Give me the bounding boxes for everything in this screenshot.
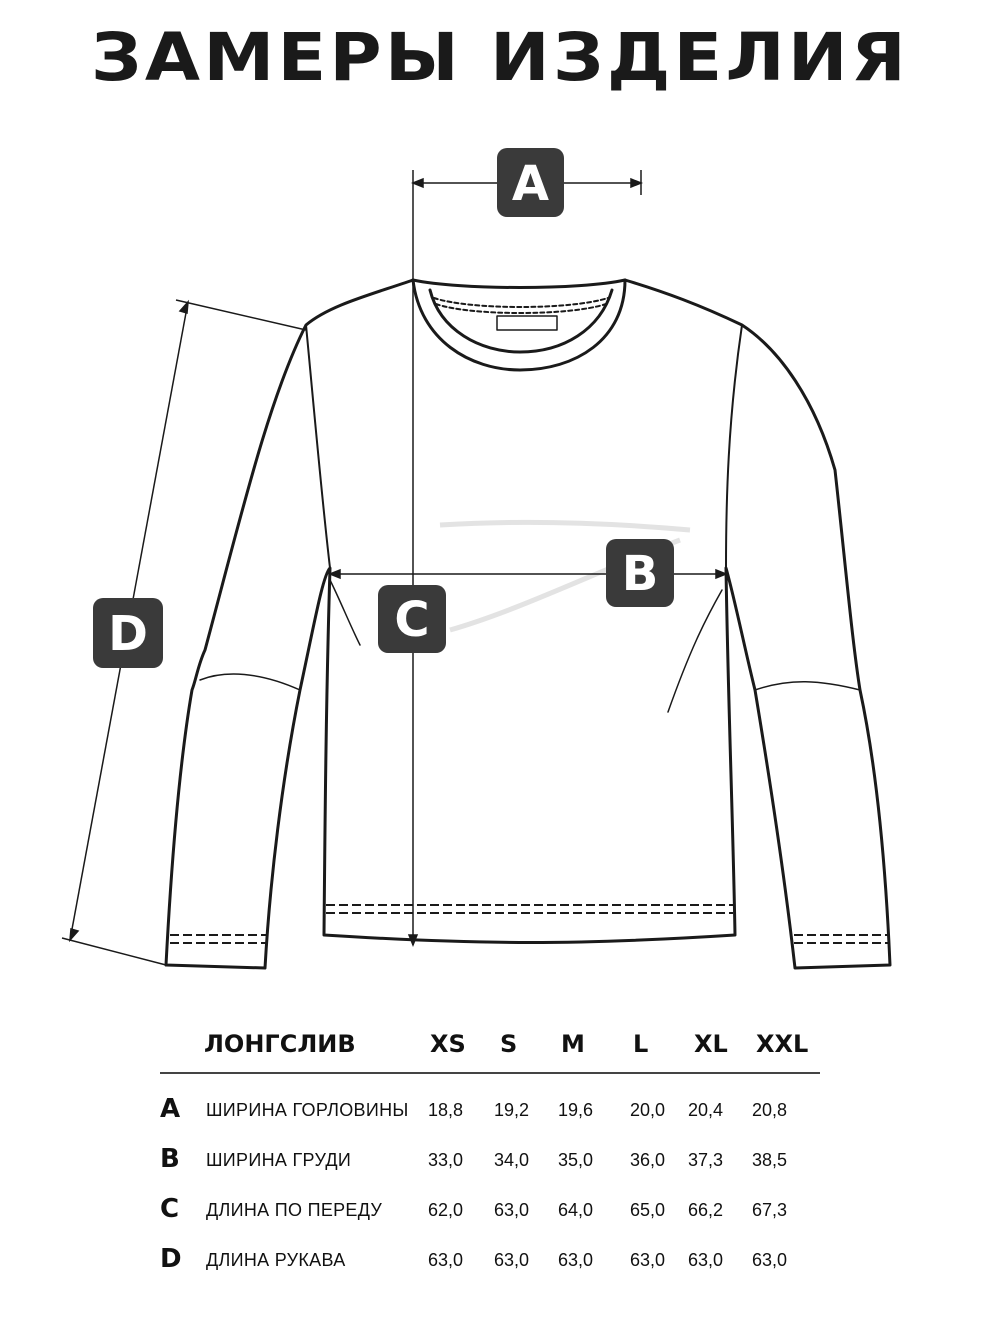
table-row [160, 1236, 820, 1286]
row-measure-name: ШИРИНА ГРУДИ [206, 1150, 352, 1170]
row-measure-name: ДЛИНА ПО ПЕРЕДУ [206, 1200, 383, 1220]
size-table [160, 1020, 820, 1286]
table-cell: 63,0 [494, 1250, 530, 1270]
size-header-l: L [633, 1030, 649, 1058]
row-letter: A [160, 1094, 181, 1124]
size-header-xs: XS [430, 1030, 466, 1058]
badge-b [606, 539, 674, 607]
table-cell: 36,0 [630, 1150, 666, 1170]
table-cell: 63,0 [630, 1250, 666, 1270]
size-header-m: M [561, 1030, 585, 1058]
size-header-xxl: XXL [756, 1030, 809, 1058]
table-cell: 63,0 [688, 1250, 724, 1270]
badge-d-text: D [108, 606, 148, 662]
row-letter: C [160, 1194, 180, 1224]
table-cell: 19,2 [494, 1100, 530, 1120]
size-table-body [160, 1086, 820, 1286]
badge-c [378, 585, 446, 653]
badge-c-text: C [394, 592, 430, 648]
badge-d [93, 598, 163, 668]
size-header-s: S [500, 1030, 518, 1058]
table-cell: 20,4 [688, 1100, 724, 1120]
table-cell: 64,0 [558, 1200, 594, 1220]
table-cell: 67,3 [752, 1200, 788, 1220]
table-cell: 20,0 [630, 1100, 666, 1120]
badge-a [497, 148, 564, 217]
table-row [160, 1136, 820, 1186]
table-cell: 66,2 [688, 1200, 724, 1220]
table-cell: 37,3 [688, 1150, 724, 1170]
table-cell: 63,0 [752, 1250, 788, 1270]
size-header-xl: XL [694, 1030, 728, 1058]
table-cell: 63,0 [558, 1250, 594, 1270]
table-cell: 20,8 [752, 1100, 788, 1120]
hem-stitching [170, 905, 888, 943]
table-cell: 63,0 [428, 1250, 464, 1270]
table-cell: 38,5 [752, 1150, 788, 1170]
size-table-header [160, 1020, 820, 1074]
row-letter: D [160, 1244, 182, 1274]
badge-b-text: B [621, 546, 659, 602]
table-row [160, 1086, 820, 1136]
table-cell: 63,0 [494, 1200, 530, 1220]
row-letter: B [160, 1144, 180, 1174]
table-row [160, 1186, 820, 1236]
table-cell: 33,0 [428, 1150, 464, 1170]
table-cell: 62,0 [428, 1200, 464, 1220]
row-measure-name: ДЛИНА РУКАВА [206, 1250, 346, 1270]
product-name: ЛОНГСЛИВ [204, 1030, 356, 1058]
table-cell: 19,6 [558, 1100, 594, 1120]
table-cell: 34,0 [494, 1150, 530, 1170]
badge-a-text: A [511, 156, 550, 212]
table-cell: 65,0 [630, 1200, 666, 1220]
table-cell: 35,0 [558, 1150, 594, 1170]
row-measure-name: ШИРИНА ГОРЛОВИНЫ [206, 1100, 409, 1120]
table-cell: 18,8 [428, 1100, 464, 1120]
shirt-outline [166, 280, 890, 968]
page-title: ЗАМЕРЫ ИЗДЕЛИЯ [91, 19, 909, 96]
